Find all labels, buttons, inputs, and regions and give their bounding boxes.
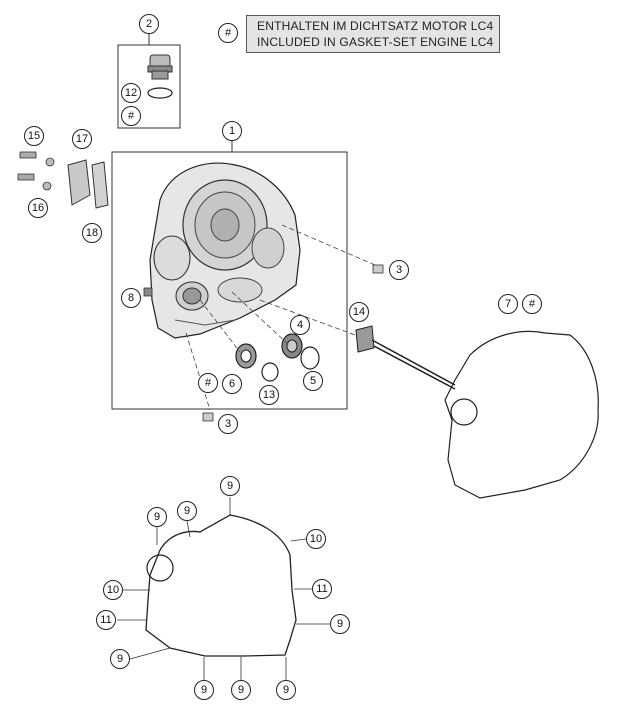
cover-plate-17 [68, 160, 90, 205]
gasket-callout-9g[interactable]: 9 [231, 680, 251, 700]
gasket-callout-10a[interactable]: 10 [103, 580, 123, 600]
gasket-callout-11b[interactable]: 11 [312, 579, 332, 599]
legend-line-de: ENTHALTEN IM DICHTSATZ MOTOR LC4 [257, 19, 494, 33]
callout-4[interactable]: 4 [290, 315, 310, 335]
gasket-callout-9h[interactable]: 9 [276, 680, 296, 700]
callout-hash-mid: # [198, 373, 218, 393]
callout-3-upper[interactable]: 3 [389, 260, 409, 280]
dowel-3-lower [203, 413, 213, 421]
gasket-callout-9b[interactable]: 9 [147, 507, 167, 527]
callout-3-lower[interactable]: 3 [218, 414, 238, 434]
gasket-callout-9d[interactable]: 9 [330, 614, 350, 634]
gasket-callout-9e[interactable]: 9 [110, 649, 130, 669]
gasket-set-legend [246, 15, 500, 53]
callout-13[interactable]: 13 [259, 385, 279, 405]
gasket-callout-9a[interactable]: 9 [220, 476, 240, 496]
ring-13 [262, 363, 278, 381]
callout-18[interactable]: 18 [82, 223, 102, 243]
legend-line-en: INCLUDED IN GASKET-SET ENGINE LC4 [257, 35, 494, 49]
bracket-18 [92, 162, 108, 208]
callout-hash-gasket: # [522, 294, 542, 314]
gasket-callout-9c[interactable]: 9 [177, 501, 197, 521]
gasket-bottom [146, 515, 296, 656]
callout-8[interactable]: 8 [121, 288, 141, 308]
gasket-7 [445, 331, 598, 498]
callout-12[interactable]: 12 [121, 83, 141, 103]
legend-marker-callout: # [218, 23, 238, 43]
gasket-callout-11a[interactable]: 11 [96, 610, 116, 630]
callout-2[interactable]: 2 [139, 14, 159, 34]
filler-plug [148, 55, 172, 79]
callout-6[interactable]: 6 [222, 374, 242, 394]
shaft-14 [356, 326, 455, 389]
dowel-3-upper [373, 265, 383, 273]
gasket-callout-10b[interactable]: 10 [306, 529, 326, 549]
callout-16[interactable]: 16 [28, 198, 48, 218]
callout-15[interactable]: 15 [24, 126, 44, 146]
clutch-cover [150, 163, 300, 338]
bolt-8 [144, 288, 152, 296]
callout-17[interactable]: 17 [72, 129, 92, 149]
screws-15-16 [18, 152, 54, 190]
circlip-5 [301, 347, 319, 369]
callout-7[interactable]: 7 [498, 294, 518, 314]
callout-1[interactable]: 1 [222, 121, 242, 141]
gasket-callout-9f[interactable]: 9 [194, 680, 214, 700]
callout-5[interactable]: 5 [303, 371, 323, 391]
o-ring-12 [148, 88, 172, 98]
callout-14[interactable]: 14 [349, 302, 369, 322]
callout-hash-top: # [121, 106, 141, 126]
